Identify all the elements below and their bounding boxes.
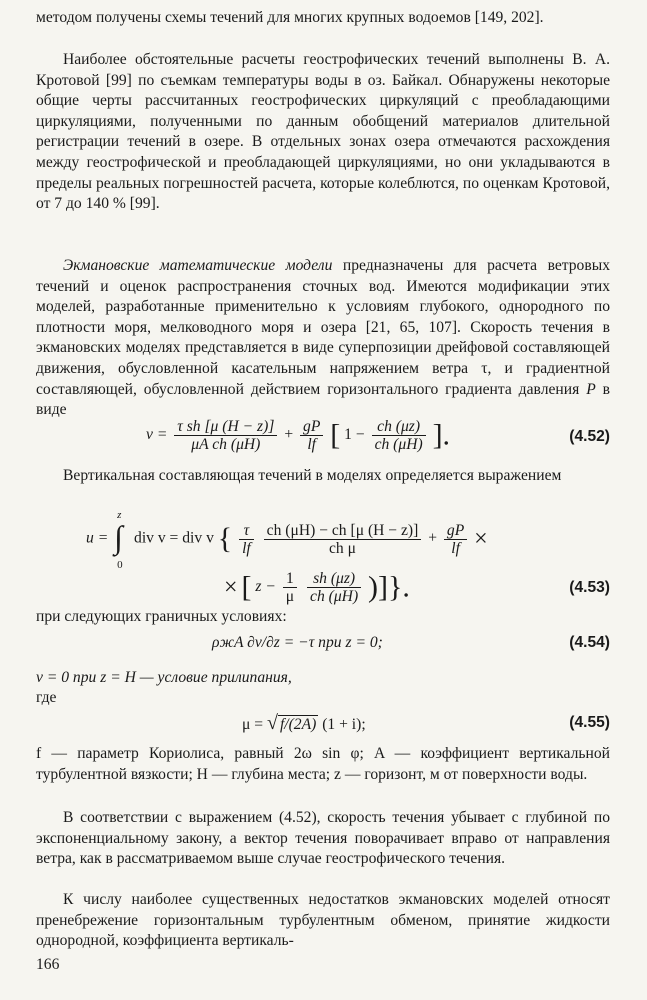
- paragraph-0: методом получены схемы течений для многих крупных водоемов [149, 202].: [36, 9, 544, 26]
- eq453-fraction-1: $\frac{\tau}{lf}$: [239, 522, 254, 557]
- paragraph-6: где: [36, 689, 57, 706]
- paragraph-2-body: предназначены для расчета ветровых течений и оценок распространения сточных вод. Имеются модификации этих моделей, разработанные применительно к условиям глубокого, однородного по плотности моря, мелководного моря и озера [21, 65, 107]. Скорость течения в экмановских моделях представляется в виде суперпозиции дрейфовой составляющей движения, обусловленной касательным напряжением ветра τ, и градиентной составляющей, обусловленной действием горизонтального градиента давления: [36, 257, 610, 398]
- paragraph-8: В соответствии с выражением (4.52), скорость течения убывает с глубиной по экспоненциальному закону, а вектор течения поворачивает вправо от направления ветра, как в рассматриваемом выше случае геострофического течения.: [36, 809, 610, 868]
- paragraph-1: Наиболее обстоятельные расчеты геострофических течений выполнены В. А. Кротовой [99] по съемкам температуры воды в оз. Байкал. Обнаружены некоторые общие черты рассчитанных геострофических циркуляций с преобладающими циркуляциями, полученными по данным обобщений материалов длительной регистрации течений в озере. В отдельных зонах озера отмечаются расхождения между геострофической и преобладающей циркуляциями, но они укладываются в пределы реальных погрешностей расчета, которые колеблются, по оценкам Кротовой, от 7 до 140 % [99].: [36, 51, 610, 213]
- equation-number-4-54: (4.54): [569, 634, 610, 651]
- equation-4-55: μ = √ f/(2A) (1 + i);: [242, 712, 366, 734]
- equation-4-54: ρжA ∂v/∂z = −τ при z = 0;: [212, 634, 383, 651]
- eq453-fraction-2: $\frac{ch (\mu H) - ch [\mu (H - z)]}{\text{ch μ}}$: [264, 522, 422, 557]
- eq453-lhs: u =: [86, 529, 109, 547]
- equation-4-52: v = $\frac{\text{τ sh [μ (H − z)]}}{\text{μA ch (μH)}}$ + $\frac{gP}{lf}$ [ 1 − $\frac{ch (\mu z)}{ch (\mu H)}$ ].: [146, 418, 451, 453]
- paragraph-5: v = 0 при z = H — условие прилипания,: [36, 669, 292, 686]
- eq453-fraction-5: $\frac{sh (\mu z)}{ch (\mu H)}$: [307, 570, 361, 605]
- paragraph-7: f — параметр Кориолиса, равный 2ω sin φ; A — коэффициент вертикальной турбулентной вязкости; H — глубина места; z — горизонт, м от поверхности воды.: [36, 745, 610, 783]
- page-number: 166: [36, 956, 60, 973]
- equation-4-53-line-1: u = z ∫ 0 div v = div v { $\frac{\tau}{lf}$ $\frac{ch (\mu H) - ch [\mu (H - z)]}{\text{ch μ}}$ + $\frac{gP}{lf}$ ×: [86, 509, 488, 571]
- integral-sign: z ∫ 0: [114, 509, 123, 571]
- paragraph-2-symbol: P: [586, 380, 596, 398]
- eq453-fraction-4: $\frac{1}{\mu}$: [283, 570, 297, 605]
- paragraph-4: при следующих граничных условиях:: [36, 608, 287, 625]
- paragraph-2-end: в виде: [36, 380, 611, 419]
- eq452-fraction-1: $\frac{\text{τ sh [μ (H − z)]}}{\text{μA ch (μH)}}$: [174, 418, 277, 453]
- equation-4-53-line-2: × [ z − $\frac{1}{\mu}$ $\frac{sh (\mu z)}{ch (\mu H)}$ )]}.: [224, 570, 410, 605]
- paragraph-3: Вертикальная составляющая течений в моделях определяется выражением: [63, 467, 562, 484]
- eq452-lhs: v =: [146, 426, 168, 444]
- equation-number-4-55: (4.55): [569, 714, 610, 731]
- paragraph-2-italic-term: Экмановские математические модели: [63, 257, 333, 274]
- eq453-fraction-3: $\frac{gP}{lf}$: [444, 522, 467, 557]
- equation-number-4-52: (4.52): [569, 428, 610, 445]
- paragraph-2: [36, 256, 610, 421]
- eq452-fraction-2: $\frac{gP}{lf}$: [300, 418, 323, 453]
- equation-number-4-53: (4.53): [569, 579, 610, 596]
- paragraph-9: К числу наиболее существенных недостатков экмановских моделей относят пренебрежение горизонтальным турбулентным обменом, принятие жидкости однородной, коэффициента вертикаль-: [36, 891, 610, 950]
- eq452-fraction-3: $\frac{ch (\mu z)}{ch (\mu H)}$: [372, 418, 426, 453]
